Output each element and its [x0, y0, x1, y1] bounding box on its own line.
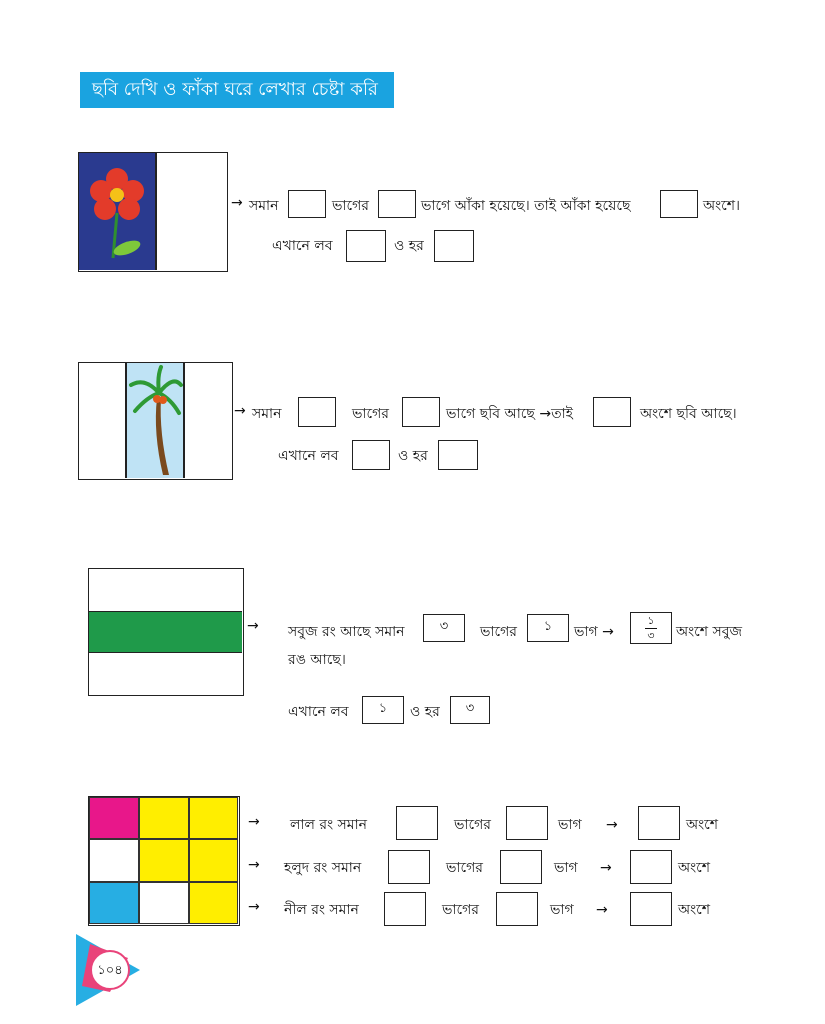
- section-title: ছবি দেখি ও ফাঁকা ঘরে লেখার চেষ্টা করি: [80, 72, 394, 108]
- grid-cell-yellow: [139, 797, 189, 839]
- ex4-row1-box-1[interactable]: [396, 806, 438, 840]
- ex4-row3-box-1[interactable]: [384, 892, 426, 926]
- ex1-numerator-label: এখানে লব: [272, 238, 333, 254]
- ex2-answer-box-1[interactable]: [298, 397, 336, 427]
- ex4-row2-box-1[interactable]: [388, 850, 430, 884]
- flower-picture: [79, 153, 155, 270]
- ex3-arrow: →: [247, 618, 259, 634]
- grid-cell-white: [89, 839, 139, 882]
- ex4-row3-label: নীল রং সমান: [284, 902, 359, 918]
- palm-tree-icon: [127, 363, 183, 478]
- color-grid: [88, 796, 240, 926]
- ex1-denominator-label: ও হর: [394, 238, 424, 254]
- ex3-text-a: সবুজ রং আছে সমান: [288, 624, 405, 640]
- ex2-numerator-box[interactable]: [352, 440, 390, 470]
- ex3-answer-box-2[interactable]: ১: [527, 614, 569, 642]
- ex2-numerator-label: এখানে লব: [278, 448, 339, 464]
- grid-cell-yellow: [189, 797, 238, 839]
- ex2-text-d: অংশে ছবি আছে।: [640, 406, 737, 422]
- ex1-text-b: ভাগের: [332, 198, 369, 214]
- ex4-row2-arrow: →: [248, 857, 260, 873]
- flower-icon: [79, 153, 155, 270]
- ex1-denominator-box[interactable]: [434, 230, 474, 262]
- palm-tree-picture: [127, 363, 183, 478]
- grid-cell-yellow: [189, 839, 238, 882]
- ex1-text-a: সমান: [249, 198, 279, 214]
- ex3-text-b: ভাগের: [480, 624, 517, 640]
- ex3-text-d: অংশে সবুজ: [676, 624, 743, 640]
- ex4-row3-text-d: অংশে: [678, 902, 711, 918]
- ex4-row3-text-c: ভাগ: [550, 902, 574, 918]
- grid-cell-white: [139, 882, 189, 924]
- grid-cell-magenta: [89, 797, 139, 839]
- ex3-numerator-box[interactable]: ১: [362, 696, 404, 724]
- green-band: [89, 611, 242, 653]
- ex4-row1-label: লাল রং সমান: [290, 817, 367, 833]
- ex4-row1-box-3[interactable]: [638, 806, 680, 840]
- grid-cell-blue: [89, 882, 139, 924]
- ex4-row2-text-c: ভাগ: [554, 860, 578, 876]
- ex2-denominator-box[interactable]: [438, 440, 478, 470]
- ex2-answer-box-3[interactable]: [593, 397, 631, 427]
- green-band-rectangle: [88, 568, 244, 696]
- ex4-row3-box-2[interactable]: [496, 892, 538, 926]
- ex4-row3-box-3[interactable]: [630, 892, 672, 926]
- ex3-text-c: ভাগ →: [574, 624, 614, 640]
- ex3-answer-box-1[interactable]: ৩: [423, 614, 465, 642]
- tree-picture-frame: [78, 362, 233, 480]
- ex3-denominator-label: ও হর: [410, 704, 440, 720]
- ex4-row2-arrow2: →: [600, 860, 612, 876]
- grid-cell-yellow: [189, 882, 238, 924]
- ex1-text-d: অংশে।: [703, 198, 741, 214]
- ex2-arrow: →: [234, 403, 246, 419]
- ex4-row2-text-d: অংশে: [678, 860, 711, 876]
- ex4-row2-text-b: ভাগের: [446, 860, 483, 876]
- ex1-answer-box-1[interactable]: [288, 190, 326, 218]
- ex1-text-c: ভাগে আঁকা হয়েছে। তাই আঁকা হয়েছে: [421, 198, 631, 214]
- ex1-answer-box-2[interactable]: [378, 190, 416, 218]
- page-number: ১০৪: [90, 950, 130, 990]
- ex4-row3-arrow: →: [248, 899, 260, 915]
- ex1-answer-box-3[interactable]: [660, 190, 698, 218]
- ex3-fraction-box[interactable]: [630, 612, 672, 644]
- fraction-numerator: ১: [647, 613, 655, 627]
- grid-cell-yellow: [139, 839, 189, 882]
- ex4-row3-arrow2: →: [596, 902, 608, 918]
- ex4-row2-label: হলুদ রং সমান: [284, 860, 362, 876]
- ex4-row2-box-3[interactable]: [630, 850, 672, 884]
- ex4-row1-text-c: ভাগ: [558, 817, 582, 833]
- ex2-answer-box-2[interactable]: [402, 397, 440, 427]
- ex4-row2-box-2[interactable]: [500, 850, 542, 884]
- ex4-row1-arrow2: →: [606, 817, 618, 833]
- flower-picture-frame: [78, 152, 228, 272]
- ex2-denominator-label: ও হর: [398, 448, 428, 464]
- ex3-denominator-box[interactable]: ৩: [450, 696, 490, 724]
- ex4-row1-text-b: ভাগের: [454, 817, 491, 833]
- ex3-text-line1b: রঙ আছে।: [288, 652, 346, 668]
- ex4-row1-box-2[interactable]: [506, 806, 548, 840]
- fraction-denominator: ৩: [647, 628, 655, 642]
- ex2-text-a: সমান: [252, 406, 282, 422]
- ex3-numerator-label: এখানে লব: [288, 704, 349, 720]
- ex4-row1-text-d: অংশে: [686, 817, 719, 833]
- ex2-text-c: ভাগে ছবি আছে →তাই: [446, 406, 573, 422]
- ex4-row1-arrow: →: [248, 814, 260, 830]
- ex1-arrow: →: [231, 195, 243, 211]
- ex1-numerator-box[interactable]: [346, 230, 386, 262]
- ex4-row3-text-b: ভাগের: [442, 902, 479, 918]
- ex2-text-b: ভাগের: [352, 406, 389, 422]
